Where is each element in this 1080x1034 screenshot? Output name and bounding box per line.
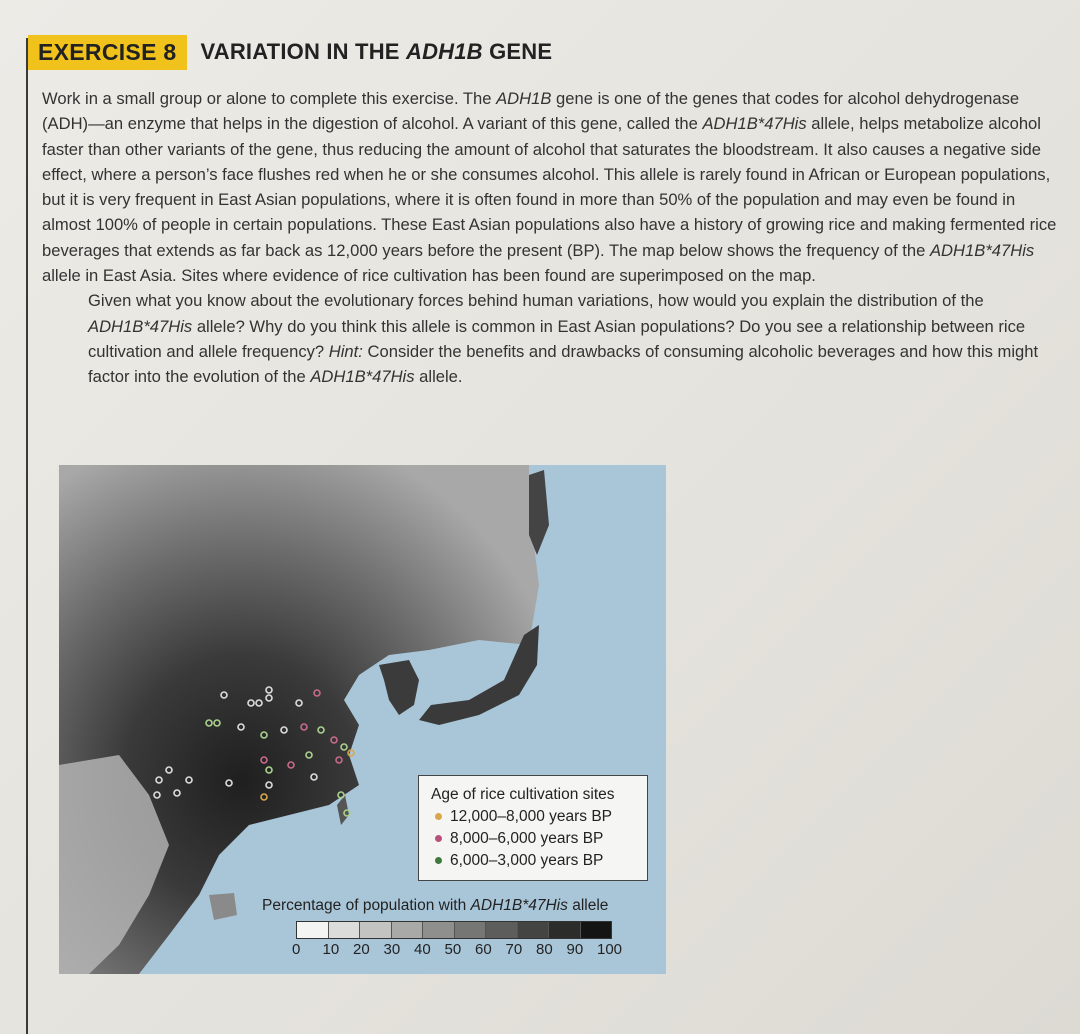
scale-tick-label: 30 xyxy=(383,941,401,958)
scale-segment xyxy=(549,922,581,938)
scale-segment xyxy=(423,922,455,938)
scale-segment xyxy=(581,922,612,938)
question-paragraph: Given what you know about the evolutionary forces behind human variations, how would you explain the distribution of the ADH1B*47His allele? Why do you think this allele is common in East Asian populations? Do you see a relationship between rice cultivation and allele frequency? Hint: Consider the benefits and drawbacks of consuming alcoholic beverages and how this might factor into the evolution of the ADH1B*47His allele. xyxy=(88,291,1039,387)
scale-tick-label: 20 xyxy=(353,941,370,958)
scale-tick-label: 70 xyxy=(505,941,523,958)
scale-title: Percentage of population with ADH1B*47His allele xyxy=(262,897,609,914)
intro-paragraph: Work in a small group or alone to complete this exercise. The ADH1B gene is one of the genes that codes for alcohol dehydrogenase (ADH)—an enzyme that helps in the digestion of alcohol. A variant of this gene, called the ADH1B*47His allele, helps metabolize alcohol faster than other variants of the gene, thus reducing the amount of alcohol that saturates the bloodstream. It also causes a negative side effect, where a person’s face flushes red when he or she consumes alcohol. This allele is rarely found in African or European populations, but it is very frequent in East Asian populations, where it is often found in more than 50% of the population and may even be found in almost 100% of people in certain populations. These East Asian populations also have a history of growing rice and making fermented rice beverages that extends as far back as 12,000 years before the present (BP). The map below shows the frequency of the ADH1B*47His allele in East Asia. Sites where evidence of rice cultivation has been found are superimposed on the map. xyxy=(42,89,1057,286)
scale-tick-label: 80 xyxy=(536,941,553,958)
scale-segment xyxy=(297,922,329,938)
scale-segment xyxy=(329,922,361,938)
scale-tick-label: 40 xyxy=(414,941,431,958)
scale-segment xyxy=(392,922,424,938)
exercise-label: EXERCISE 8 xyxy=(28,35,187,70)
exercise-title: VARIATION IN THE ADH1B GENE xyxy=(200,39,553,64)
scale-tick-label: 0 xyxy=(292,941,301,958)
scale-segment xyxy=(486,922,518,938)
scale-tick-label: 90 xyxy=(566,941,584,958)
korea-region xyxy=(379,660,419,715)
legend-item-12000-8000: 12,000–8,000 years BP xyxy=(435,806,612,828)
scale-segment xyxy=(518,922,550,938)
rice-sites-legend xyxy=(418,775,648,881)
dot-icon xyxy=(435,813,442,820)
hainan-island xyxy=(209,893,237,920)
dot-icon xyxy=(435,857,442,864)
margin-rule xyxy=(26,38,28,1034)
legend-item-6000-3000: 6,000–3,000 years BP xyxy=(435,850,603,872)
japan-region xyxy=(529,470,549,555)
exercise-header xyxy=(28,33,552,71)
scale-tick-label: 100 xyxy=(597,941,623,958)
scale-tick-labels xyxy=(288,941,628,961)
scale-segment xyxy=(455,922,487,938)
scale-tick-label: 10 xyxy=(322,941,340,958)
scale-segment xyxy=(360,922,392,938)
legend-title: Age of rice cultivation sites xyxy=(431,786,615,803)
dot-icon xyxy=(435,835,442,842)
scale-tick-label: 60 xyxy=(475,941,492,958)
percentage-color-scale xyxy=(296,921,612,939)
scale-tick-label: 50 xyxy=(444,941,462,958)
legend-item-8000-6000: 8,000–6,000 years BP xyxy=(435,828,603,850)
exercise-body xyxy=(42,86,1062,390)
